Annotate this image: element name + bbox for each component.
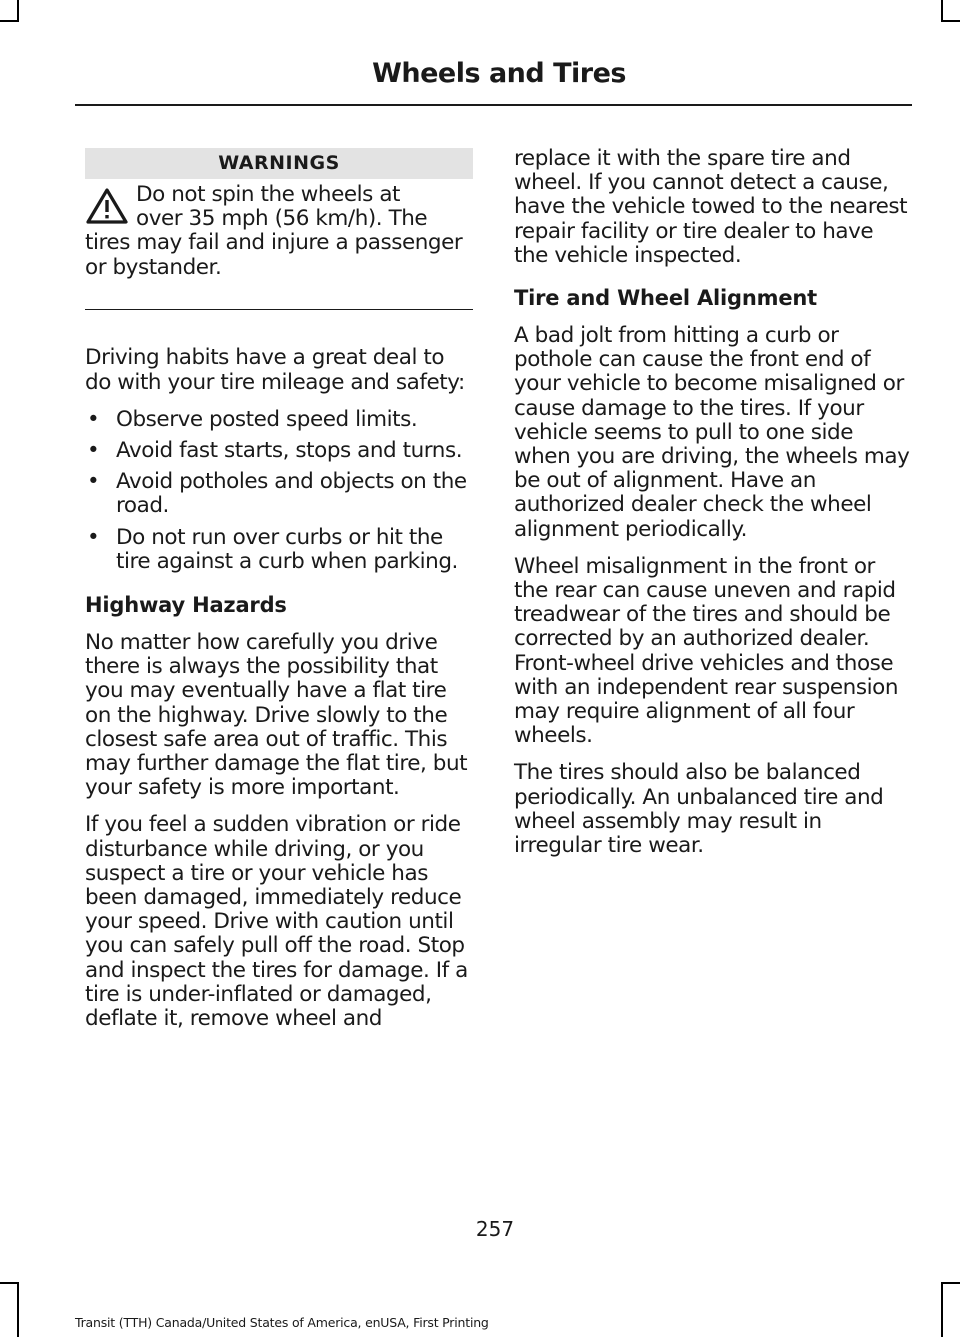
list-item-text: Observe posted speed limits.	[116, 406, 418, 432]
bullet-icon: •	[87, 406, 100, 432]
intro-paragraph: Driving habits have a great deal to do with your tire mileage and safety:	[85, 345, 465, 395]
bullet-icon: •	[87, 469, 100, 495]
body-paragraph: replace it with the spare tire and wheel. If you cannot detect a cause, have the vehicle towed to the nearest repair facility or tire dealer to have the vehicle inspected.	[514, 146, 908, 268]
list-item-text: Avoid potholes and objects on the road.	[116, 469, 467, 519]
bullet-icon: •	[87, 437, 100, 463]
body-paragraph: The tires should also be balanced periodically. An unbalanced tire and wheel assembly may result in irregular tire wear.	[514, 760, 884, 859]
body-paragraph: Wheel misalignment in the front or the rear can cause uneven and rapid treadwear of the tires and should be corrected by an authorized dealer. Front-wheel drive vehicles and those with an independent rear suspension may require alignment of all four wheels.	[514, 553, 899, 749]
crop-mark	[17, 0, 19, 22]
body-paragraph: A bad jolt from hitting a curb or pothole can cause the front end of your vehicle to become misaligned or cause damage to the tires. If your vehicle seems to pull to one side when you are driving, the wheels may be out of alignment. Have an authorized dealer check the wheel alignment periodically.	[514, 323, 910, 542]
warning-heading: WARNINGS	[85, 148, 473, 179]
edition-footer: Transit (TTH) Canada/United States of America, enUSA, First Printing	[75, 1315, 489, 1330]
body-paragraph: No matter how carefully you drive there is always the possibility that you may eventually have a flat tire on the highway. Drive slowly to the closest safe area out of traffic. This may further damage the flat tire, but your safety is more important.	[85, 629, 468, 801]
list-item	[85, 526, 473, 574]
body-paragraph: If you feel a sudden vibration or ride disturbance while driving, or you suspect a tire or your vehicle has been damaged, immediately reduce your speed. Drive with caution until you can safely pull off the road. Stop and inspect the tires for damage. If a tire is under-inflated or damaged, deflate it, remove wheel and	[85, 812, 468, 1031]
crop-mark	[941, 1282, 943, 1337]
crop-mark	[941, 0, 943, 22]
crop-mark	[0, 20, 19, 22]
page-number: 257	[475, 1217, 515, 1241]
list-item	[85, 408, 473, 432]
list-item	[85, 439, 473, 463]
section-heading-tire-wheel-alignment: Tire and Wheel Alignment	[514, 286, 817, 311]
warning-triangle-icon	[85, 187, 129, 225]
list-item-text: Avoid fast starts, stops and turns.	[116, 437, 463, 463]
warning-text-line2: over 35 mph (56 km/h). The	[136, 206, 428, 232]
crop-mark	[17, 1282, 19, 1337]
left-column	[85, 148, 473, 1044]
section-heading-highway-hazards: Highway Hazards	[85, 592, 287, 617]
crop-mark	[941, 20, 960, 22]
crop-mark	[941, 1282, 960, 1284]
warning-rule	[85, 309, 473, 311]
bullet-list	[85, 408, 473, 574]
crop-mark	[0, 1282, 19, 1284]
page-title: Wheels and Tires	[372, 58, 626, 89]
list-item-text: Do not run over curbs or hit the tire against a curb when parking.	[116, 524, 458, 574]
list-item	[85, 470, 473, 518]
right-column	[514, 147, 910, 871]
header-rule	[75, 104, 912, 106]
warning-box	[85, 183, 473, 280]
warning-text-line1: Do not spin the wheels at	[136, 182, 401, 207]
warning-text-rest: tires may fail and injure a passenger or bystander.	[85, 230, 463, 280]
bullet-icon: •	[87, 524, 100, 550]
